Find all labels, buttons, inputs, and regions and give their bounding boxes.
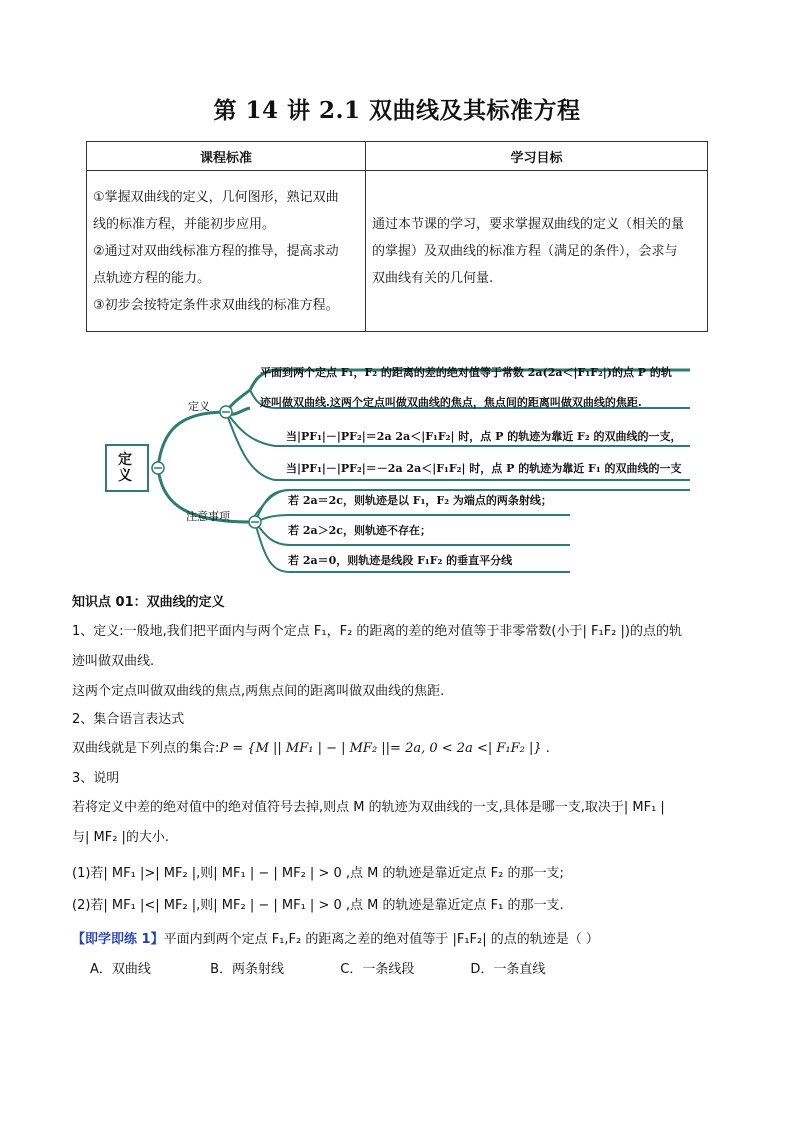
standard-line: ③初步会按特定条件求双曲线的标准方程。 <box>93 297 339 313</box>
set-heading: 2、集合语言表达式 <box>72 712 185 727</box>
knowledge-point-heading: 知识点 01：双曲线的定义 <box>72 595 225 610</box>
exercise-question <box>72 928 599 947</box>
exercise-label: 【即学即练 1】 <box>72 932 164 947</box>
standard-line: 点轨迹方程的能力。 <box>93 270 211 286</box>
standard-line: ②通过对双曲线标准方程的推导，提高求动 <box>93 243 339 259</box>
explanation-heading: 3、说明 <box>72 771 120 786</box>
mind-map-note-3: 若 2a＝0，则轨迹是线段 F₁F₂ 的垂直平分线 <box>288 554 513 567</box>
option-b[interactable]: B．两条射线 <box>210 962 285 977</box>
set-paragraph <box>72 737 550 756</box>
set-text: 双曲线就是下列点的集合: <box>72 741 220 756</box>
mind-map-root: 定义 <box>118 452 136 484</box>
objective-line: 双曲线有关的几何量. <box>372 270 494 286</box>
option-d[interactable]: D．一条直线 <box>470 962 546 977</box>
mind-map-def-line-1: 平面到两个定点 F₁，F₂ 的距离的差的绝对值等于常数 2a(2a＜|F₁F₂|)的点 P 的轨 <box>260 366 672 379</box>
page-title: 第 14 讲 2.1 双曲线及其标准方程 <box>213 97 581 124</box>
mind-map-branch-notes: 注意事项 <box>186 510 230 523</box>
objectives-cell <box>366 171 708 332</box>
table-header-standard: 课程标准 <box>87 142 366 171</box>
curriculum-table <box>86 141 708 332</box>
objective-line: 的掌握）及双曲线的标准方程（满足的条件），会求与 <box>372 243 678 259</box>
exercise-options <box>90 958 545 977</box>
standard-line: 线的标准方程，并能初步应用。 <box>93 216 276 232</box>
mind-map-note-1: 若 2a＝2c，则轨迹是以 F₁，F₂ 为端点的两条射线； <box>288 494 552 507</box>
definition-heading: 1、定义: <box>72 624 124 639</box>
definition-text: 一般地,我们把平面内与两个定点 F₁，F₂ 的距离的差的绝对值等于非零常数(小于| F₁F₂ |)的点的轨 <box>123 624 682 639</box>
definition-paragraph <box>72 620 682 639</box>
table-header-objective: 学习目标 <box>366 142 708 171</box>
option-c[interactable]: C．一条线段 <box>340 962 415 977</box>
mind-map <box>100 350 700 580</box>
mind-map-def-line-2: 迹叫做双曲线.这两个定点叫做双曲线的焦点，焦点间的距离叫做双曲线的焦距. <box>260 396 642 409</box>
case-1: (1)若| MF₁ |>| MF₂ |,则| MF₁ | − | MF₂ | > 0 ,点 M 的轨迹是靠近定点 F₂ 的那一支; <box>72 866 564 881</box>
mind-map-note-2: 若 2a＞2c，则轨迹不存在； <box>288 524 431 537</box>
mind-map-branch-line-2: 当|PF₁|－|PF₂|＝－2a 2a＜|F₁F₂| 时，点 P 的轨迹为靠近 F₁ 的双曲线的一支 <box>286 462 682 475</box>
mind-map-branch-definition: 定义 <box>188 400 210 413</box>
option-a[interactable]: A．双曲线 <box>90 962 151 977</box>
focus-text: 这两个定点叫做双曲线的焦点,两焦点间的距离叫做双曲线的焦距. <box>72 684 445 699</box>
standard-line: ①掌握双曲线的定义，几何图形，熟记双曲 <box>93 189 339 205</box>
mind-map-branch-line-1: 当|PF₁|－|PF₂|＝2a 2a＜|F₁F₂| 时，点 P 的轨迹为靠近 F₂ 的双曲线的一支， <box>286 430 682 443</box>
explanation-text: 若将定义中差的绝对值中的绝对值符号去掉,则点 M 的轨迹为双曲线的一支,具体是哪一支,取决于| MF₁ | <box>72 800 665 815</box>
case-2: (2)若| MF₁ |<| MF₂ |,则| MF₂ | − | MF₁ | > 0 ,点 M 的轨迹是靠近定点 F₁ 的那一支. <box>72 898 564 913</box>
objective-line: 通过本节课的学习，要求掌握双曲线的定义（相关的量 <box>372 216 685 232</box>
definition-text-cont: 迹叫做双曲线. <box>72 654 155 669</box>
exercise-text: 平面内到两个定点 F₁,F₂ 的距离之差的绝对值等于 |F₁F₂| 的点的轨迹是（ ） <box>163 932 599 947</box>
explanation-text-cont: 与| MF₂ |的大小. <box>72 830 170 845</box>
set-formula: P = {M || MF₁ | − | MF₂ ||= 2a, 0 < 2a <| F₁F₂ |} . <box>219 741 550 756</box>
standards-cell <box>87 171 366 332</box>
